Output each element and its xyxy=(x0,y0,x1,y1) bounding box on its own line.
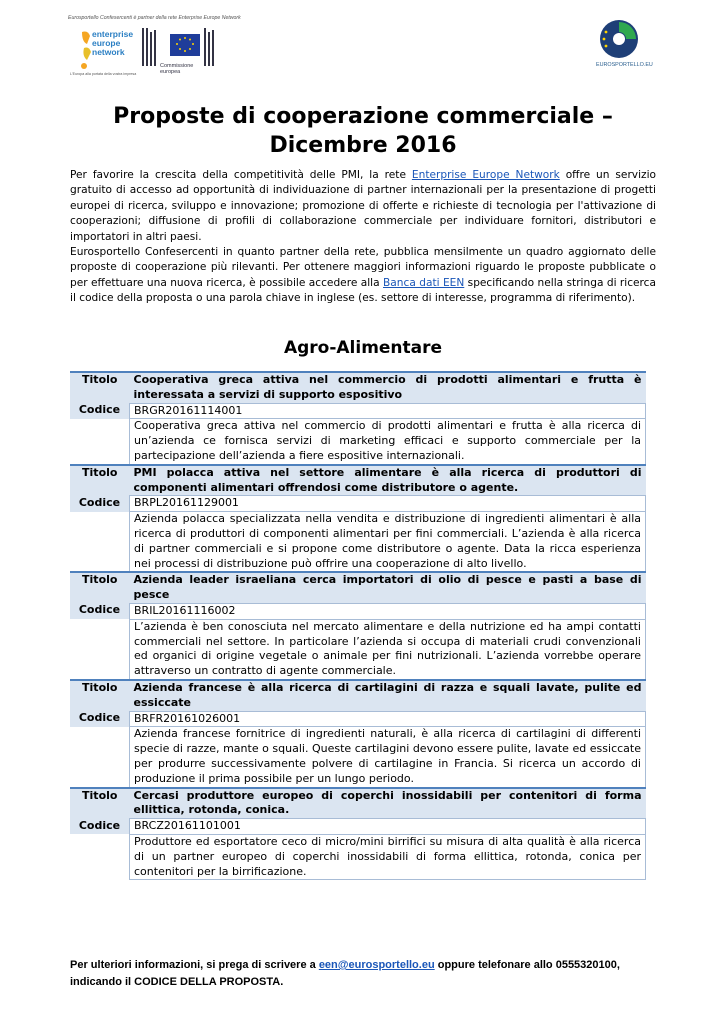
proposal-title: Azienda francese è alla ricerca di cartilagini di razza e squali lavate, pulite ed essiccate xyxy=(130,680,646,711)
titolo-label: Titolo xyxy=(70,572,130,603)
ec-text xyxy=(160,63,193,75)
eurosportello-label: EUROSPORTELLO.EU xyxy=(596,62,653,68)
table-row xyxy=(70,372,646,403)
empty-label-cell xyxy=(70,727,130,788)
een-database-link[interactable]: Banca dati EEN xyxy=(383,276,465,289)
proposal-title: PMI polacca attiva nel settore alimentare è alla ricerca di produttori di componenti alimentari offrendosi come distributore o agente. xyxy=(130,465,646,496)
intro-p2-text: Eurosportello Confesercenti in quanto partner della rete, pubblica mensilmente un quadro aggiornato delle proposte di cooperazione più rilevanti. Per ottenere maggiori informazioni riguardo le proposte pubblicate o per effettuare una nuova ricerca, è possibile accedere alla xyxy=(70,246,656,289)
proposal-description: Azienda francese fornitrice di ingredienti naturali, è alla ricerca di cartilagini di differenti specie di razze, mante o squali. Queste cartilagini devono essere pulite, lavate ed essiccate per produrre successivamente polvere di cartilagine in Francia. Si ricerca un accordo di produzione il prima possibile per un lungo periodo. xyxy=(130,727,646,788)
intro-p1-text: Per favorire la crescita della competitività delle PMI, la rete xyxy=(70,169,412,181)
intro-p1-text-2: offre un servizio gratuito di accesso ad opportunità di individuazione di partner internazionali per la presentazione di progetti europei di ricerca, sviluppo e innovazione; promozione di offerte e richieste di tecnologia per l'attivazione di cooperazioni; diffusione di profili di collaborazione commerciale per individuare fornitori, distributori e importatori in altri paesi. xyxy=(70,169,657,243)
codice-label: Codice xyxy=(70,819,130,835)
table-row xyxy=(70,465,646,496)
proposal-code: BRIL20161116002 xyxy=(130,603,646,619)
codice-label: Codice xyxy=(70,711,130,727)
table-row xyxy=(70,619,646,680)
table-row xyxy=(70,834,646,879)
table-row xyxy=(70,788,646,819)
een-line-2: europe xyxy=(92,38,121,48)
intro-text xyxy=(70,168,656,307)
proposal-code: BRFR20161026001 xyxy=(130,711,646,727)
table-row xyxy=(70,603,646,619)
footer-contact xyxy=(70,957,656,991)
page-header xyxy=(0,0,725,90)
table-row xyxy=(70,512,646,573)
table-row xyxy=(70,572,646,603)
eurosportello-logo-icon xyxy=(598,18,640,60)
empty-label-cell xyxy=(70,512,130,573)
intro-paragraph-1 xyxy=(70,168,656,245)
een-link[interactable]: Enterprise Europe Network xyxy=(411,169,560,181)
page-title: Proposte di cooperazione commerciale – Dicembre 2016 xyxy=(113,104,613,158)
proposals-table xyxy=(70,371,646,880)
empty-label-cell xyxy=(70,619,130,680)
empty-label-cell xyxy=(70,834,130,879)
table-row xyxy=(70,419,646,465)
een-tagline: L'Europa alla portata della vostra impresa xyxy=(70,72,137,76)
table-row xyxy=(70,403,646,419)
section-title: Agro-Alimentare xyxy=(283,338,443,358)
proposal-description: L’azienda è ben conosciuta nel mercato alimentare e della nutrizione ed ha ampi contatti commerciali nel settore. In particolare l’azienda si occupa di materiali crudi convenzionali ed organici di origine vegetale o animale per fini nutrizionali. L’azienda vorrebbe operare attraverso un contratto di agente commerciale. xyxy=(130,619,646,680)
ec-line-1: Commissione xyxy=(160,63,194,69)
titolo-label: Titolo xyxy=(70,465,130,496)
een-logo-text xyxy=(92,30,133,57)
table-row xyxy=(70,819,646,835)
table-row xyxy=(70,727,646,788)
ec-line-2: europea xyxy=(160,69,181,75)
footer-text-2: oppure telefonare allo 0555320100, indicando il CODICE DELLA PROPOSTA. xyxy=(70,959,620,988)
proposal-title: Azienda leader israeliana cerca importatori di olio di pesce e pasti a base di pesce xyxy=(130,572,646,603)
footer-text: Per ulteriori informazioni, si prega di scrivere a xyxy=(70,959,319,971)
codice-label: Codice xyxy=(70,496,130,512)
titolo-label: Titolo xyxy=(70,680,130,711)
titolo-label: Titolo xyxy=(70,788,130,819)
partner-line: Eurosportello Confesercenti è partner della rete Enterprise Europe Network xyxy=(68,15,241,21)
intro-p2-text-2: specificando nella stringa di ricerca il codice della proposta o una parola chiave in inglese (es. settore di interesse, programma di riferimento). xyxy=(70,276,656,305)
empty-label-cell xyxy=(70,419,130,465)
intro-paragraph-2 xyxy=(70,245,656,307)
table-row xyxy=(70,496,646,512)
email-link[interactable]: een@eurosportello.eu xyxy=(318,959,435,971)
proposal-description: Cooperativa greca attiva nel commercio di prodotti alimentari e frutta è alla ricerca di un’azienda ce fornisca servizi di marketing efficaci e supporto commerciale per la partecipazione dell’azienda a fiere espositive internazionali. xyxy=(130,419,646,465)
titolo-label: Titolo xyxy=(70,372,130,403)
proposal-code: BRCZ20161101001 xyxy=(130,819,646,835)
proposal-code: BRPL20161129001 xyxy=(130,496,646,512)
codice-label: Codice xyxy=(70,403,130,419)
proposal-description: Azienda polacca specializzata nella vendita e distribuzione di ingredienti alimentari è alla ricerca di produttori di componenti alimentari per fini commerciali. L’azienda è alla ricerca di partner commerciali e si propone come distributore o agente. Data la ricca esperienza nei processi di distribuzione può offrire una cooperazione di alto livello. xyxy=(130,512,646,573)
proposal-title: Cooperativa greca attiva nel commercio di prodotti alimentari e frutta è interessata a servizi di supporto espositivo xyxy=(130,372,646,403)
een-line-1: enterprise xyxy=(92,29,134,39)
proposal-description: Produttore ed esportatore ceco di micro/mini birrifici su misura di alta qualità è alla ricerca di un partner europeo di coperchi inossidabili di forma ellittica, rotonda, conica per contenitori per la birrificazione. xyxy=(130,834,646,879)
proposal-code: BRGR20161114001 xyxy=(130,403,646,419)
proposal-title: Cercasi produttore europeo di coperchi inossidabili per contenitori di forma ellittica, rotonda, conica. xyxy=(130,788,646,819)
codice-label: Codice xyxy=(70,603,130,619)
table-row xyxy=(70,680,646,711)
een-line-3: network xyxy=(92,47,125,57)
table-row xyxy=(70,711,646,727)
